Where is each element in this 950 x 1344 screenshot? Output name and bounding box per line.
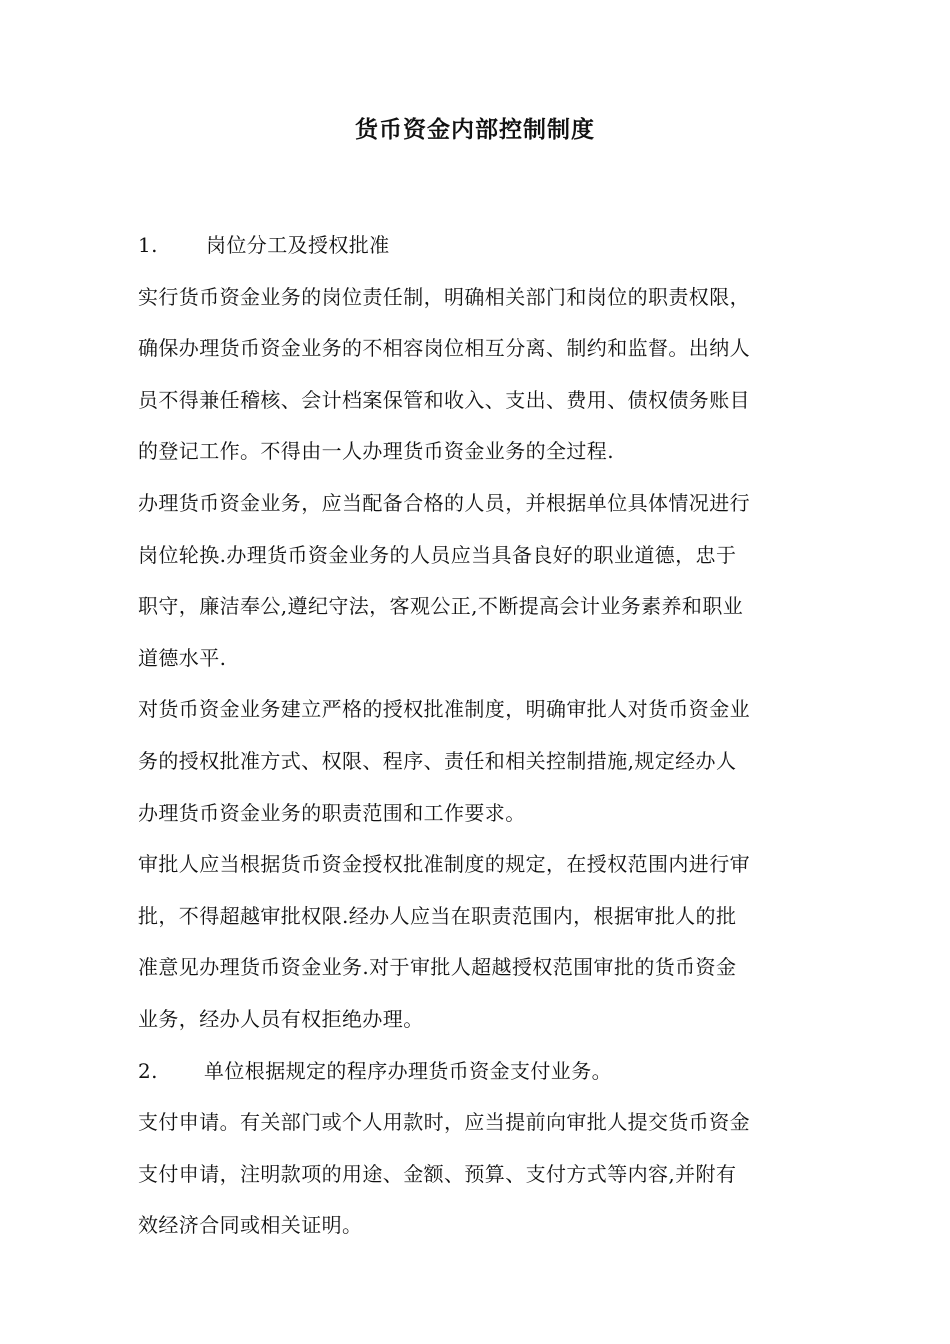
text-line: 的登记工作。不得由一人办理货币资金业务的全过程. xyxy=(138,439,614,464)
section-2-heading xyxy=(138,1046,813,1098)
section-2-number: 2. xyxy=(138,1058,158,1083)
section-2-title: 单位根据规定的程序办理货币资金支付业务。 xyxy=(204,1058,612,1083)
text-line: 岗位轮换.办理货币资金业务的人员应当具备良好的职业道德，忠于 xyxy=(138,542,737,567)
text-line: 务的授权批准方式、权限、程序、责任和相关控制措施,规定经办人 xyxy=(138,748,737,773)
document-title: 货币资金内部控制制度 xyxy=(355,117,595,143)
document-body xyxy=(138,220,813,1252)
text-line: 实行货币资金业务的岗位责任制，明确相关部门和岗位的职责权限， xyxy=(138,284,750,309)
text-line: 对货币资金业务建立严格的授权批准制度，明确审批人对货币资金业 xyxy=(138,697,750,722)
section-1-title: 岗位分工及授权批准 xyxy=(206,233,390,257)
paragraph-1 xyxy=(138,272,813,478)
paragraph-2 xyxy=(138,478,813,684)
text-line: 业务，经办人员有权拒绝办理。 xyxy=(138,1006,424,1031)
text-line: 员不得兼任稽核、会计档案保管和收入、支出、费用、债权债务账目 xyxy=(138,387,750,412)
paragraph-4 xyxy=(138,839,813,1045)
text-line: 支付申请，注明款项的用途、金额、预算、支付方式等内容,并附有 xyxy=(138,1161,737,1186)
paragraph-3 xyxy=(138,684,813,839)
section-1-heading xyxy=(138,220,813,272)
section-1-number: 1. xyxy=(138,233,158,257)
text-line: 批，不得超越审批权限.经办人应当在职责范围内，根据审批人的批 xyxy=(138,903,737,928)
paragraph-5 xyxy=(138,1097,813,1252)
text-line: 审批人应当根据货币资金授权批准制度的规定，在授权范围内进行审 xyxy=(138,852,750,877)
text-line: 准意见办理货币资金业务.对于审批人超越授权范围审批的货币资金 xyxy=(138,955,737,980)
text-line: 办理货币资金业务的职责范围和工作要求。 xyxy=(138,800,526,825)
text-line: 职守，廉洁奉公,遵纪守法，客观公正,不断提高会计业务素养和职业 xyxy=(138,594,744,619)
text-line: 办理货币资金业务，应当配备合格的人员，并根据单位具体情况进行 xyxy=(138,490,750,515)
text-line: 道德水平. xyxy=(138,645,227,670)
text-line: 确保办理货币资金业务的不相容岗位相互分离、制约和监督。出纳人 xyxy=(138,336,750,361)
text-line: 支付申请。有关部门或个人用款时，应当提前向审批人提交货币资金 xyxy=(138,1110,750,1135)
text-line: 效经济合同或相关证明。 xyxy=(138,1213,363,1238)
